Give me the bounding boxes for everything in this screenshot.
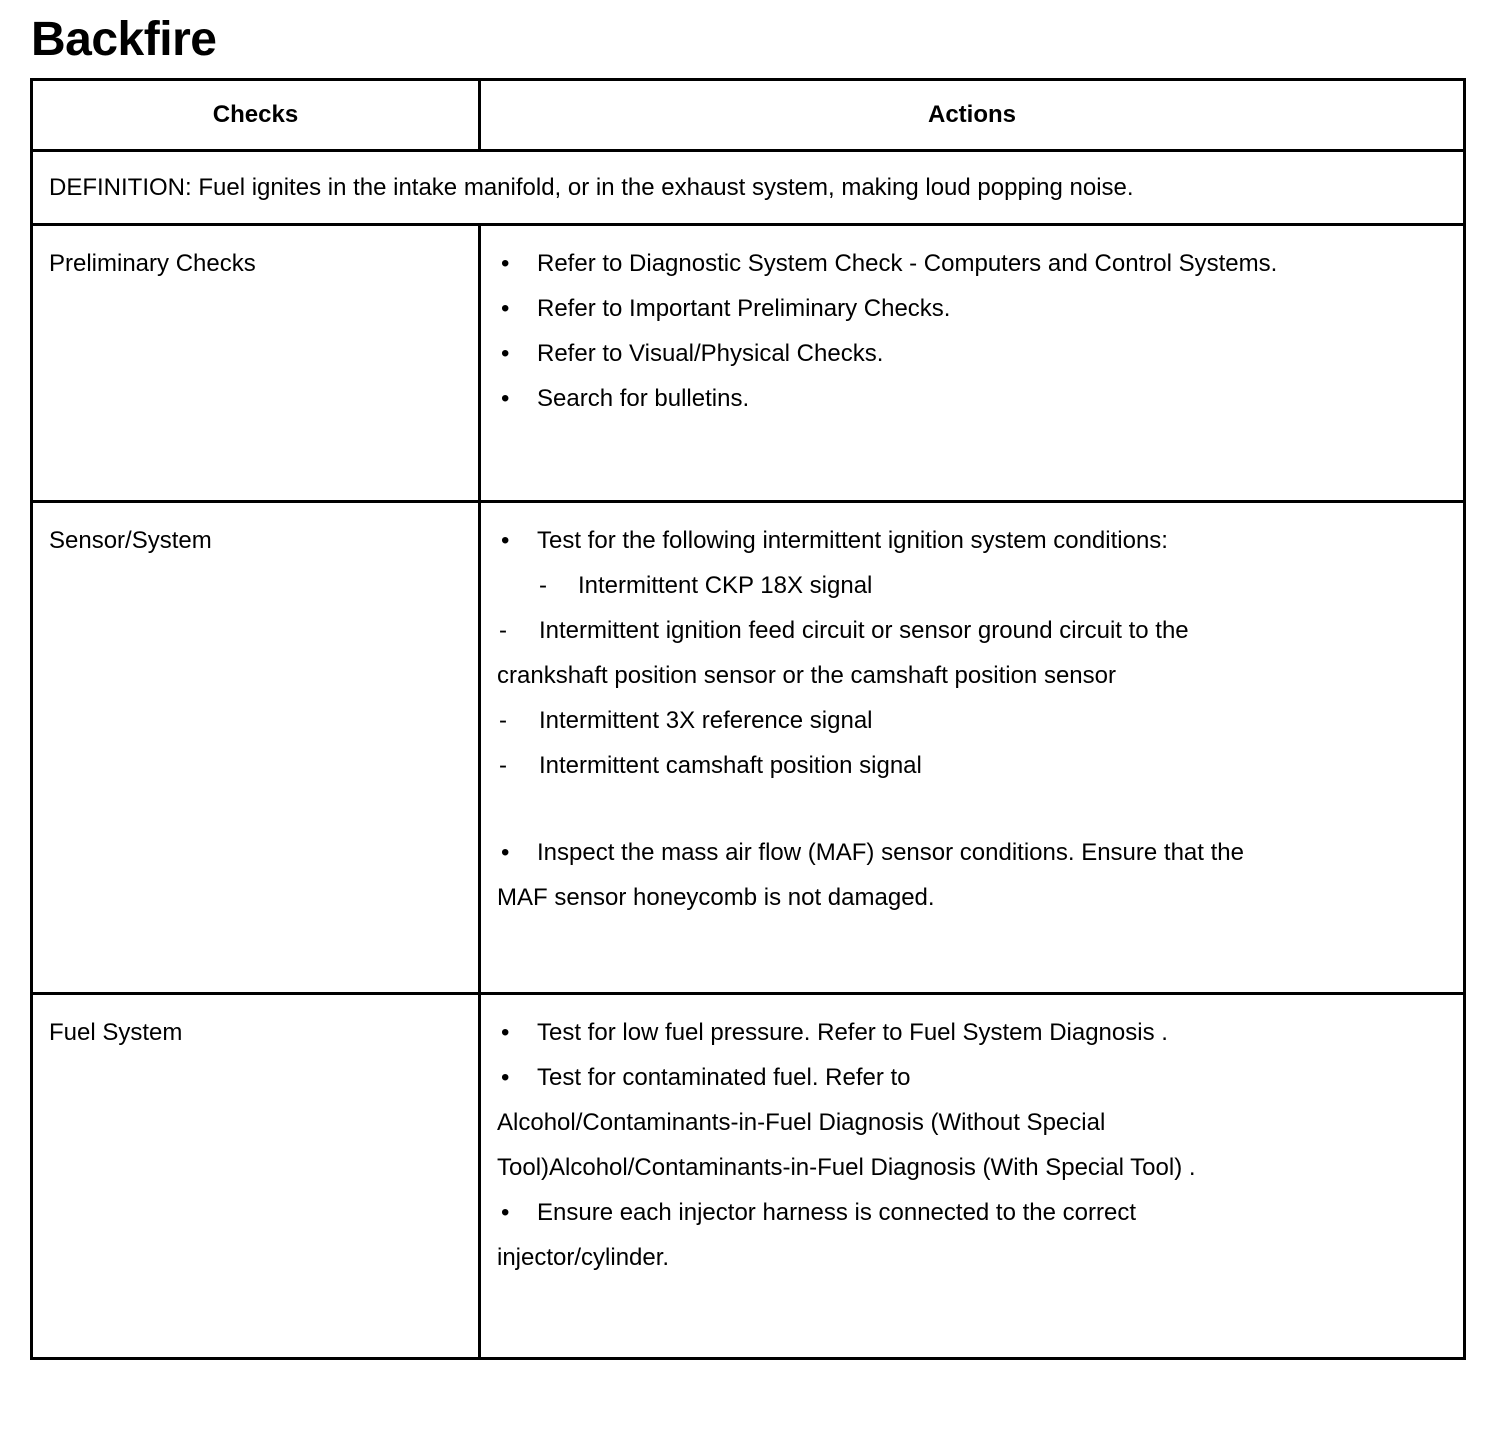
spacer xyxy=(497,788,1443,830)
dash-mark: - xyxy=(539,572,547,599)
definition-row xyxy=(32,151,1465,225)
action-item: • Search for bulletins. xyxy=(497,376,1443,421)
action-item: • Test for low fuel pressure. Refer to Fuel System Diagnosis . xyxy=(497,1010,1443,1055)
definition-text: DEFINITION: Fuel ignites in the intake manifold, or in the exhaust system, making loud popping noise. xyxy=(32,151,1465,225)
bullet-mark: • xyxy=(501,1019,510,1046)
dash-mark: - xyxy=(499,617,507,644)
action-subitem: - Intermittent camshaft position signal xyxy=(497,743,1443,788)
action-subitem: - Intermittent CKP 18X signal xyxy=(497,563,1443,608)
action-continuation: Tool)Alcohol/Contaminants-in-Fuel Diagnosis (With Special Tool) . xyxy=(497,1154,1196,1181)
action-item: • Inspect the mass air flow (MAF) sensor conditions. Ensure that the xyxy=(497,830,1443,875)
bullet-mark: • xyxy=(501,385,510,412)
bullet-mark: • xyxy=(501,839,510,866)
bullet-mark: • xyxy=(501,250,510,277)
action-continuation: Alcohol/Contaminants-in-Fuel Diagnosis (Without Special xyxy=(497,1109,1106,1136)
action-item: • Test for contaminated fuel. Refer to xyxy=(497,1055,1443,1100)
action-item: • Refer to Diagnostic System Check - Computers and Control Systems. xyxy=(497,241,1443,286)
diagnosis-table xyxy=(30,78,1466,1360)
actions-preliminary xyxy=(480,225,1465,502)
bullet-mark: • xyxy=(501,340,510,367)
header-actions: Actions xyxy=(480,80,1465,151)
action-subitem: - Intermittent 3X reference signal xyxy=(497,698,1443,743)
table-row xyxy=(32,994,1465,1359)
check-fuel-system: Fuel System xyxy=(32,994,480,1359)
action-item: • Test for the following intermittent ignition system conditions: xyxy=(497,518,1443,563)
action-item: • Refer to Important Preliminary Checks. xyxy=(497,286,1443,331)
actions-fuel-system xyxy=(480,994,1465,1359)
bullet-mark: • xyxy=(501,1064,510,1091)
table-header-row xyxy=(32,80,1465,151)
page-title: Backfire xyxy=(31,13,217,66)
table-row xyxy=(32,502,1465,994)
action-continuation: MAF sensor honeycomb is not damaged. xyxy=(497,884,935,911)
check-sensor-system: Sensor/System xyxy=(32,502,480,994)
action-item: • Refer to Visual/Physical Checks. xyxy=(497,331,1443,376)
header-checks: Checks xyxy=(32,80,480,151)
action-item: • Ensure each injector harness is connected to the correct xyxy=(497,1190,1443,1235)
bullet-mark: • xyxy=(501,1199,510,1226)
table-row xyxy=(32,225,1465,502)
bullet-mark: • xyxy=(501,295,510,322)
actions-sensor-system xyxy=(480,502,1465,994)
action-continuation: crankshaft position sensor or the camshaft position sensor xyxy=(497,662,1116,689)
bullet-mark: • xyxy=(501,527,510,554)
action-subitem: - Intermittent ignition feed circuit or sensor ground circuit to the xyxy=(497,608,1443,653)
dash-mark: - xyxy=(499,707,507,734)
dash-mark: - xyxy=(499,752,507,779)
check-preliminary: Preliminary Checks xyxy=(32,225,480,502)
action-continuation: injector/cylinder. xyxy=(497,1244,670,1271)
